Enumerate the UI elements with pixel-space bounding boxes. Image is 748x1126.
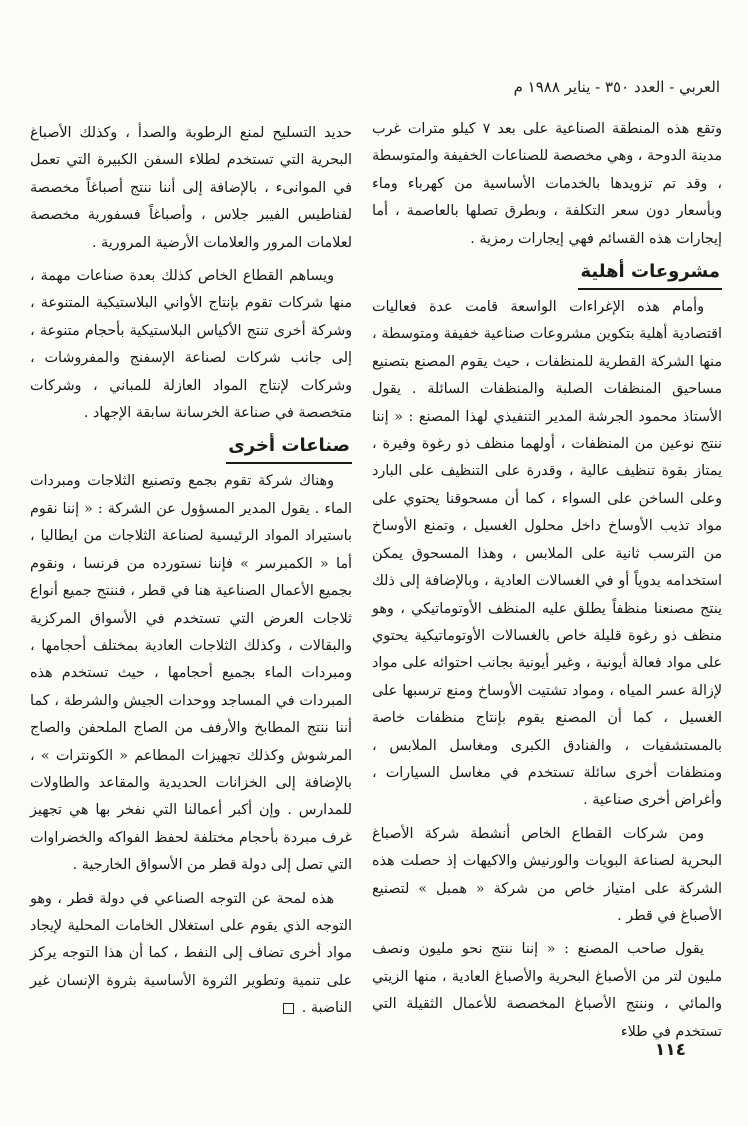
paragraph	[30, 886, 352, 1023]
section-heading-text: مشروعات أهلية	[578, 257, 722, 290]
section-heading	[30, 431, 352, 464]
paragraph: يقول صاحب المصنع : « إننا ننتج نحو مليون ونصف مليون لتر من الأصباغ البحرية والأصباغ العادية ، منها الزيتي والمائي ، وننتج الأصباغ المخصصة للأعمال الثقيلة التي تستخدم في طلاء	[372, 941, 722, 1040]
paragraph: وأمام هذه الإغراءات الواسعة قامت عدة فعاليات اقتصادية أهلية بتكوين مشروعات صناعية خفيفة ومتوسطة ، منها الشركة القطرية للمنظفات ، حيث يقوم المصنع بتصنيع مساحيق المنظفات الصلبة والمنظفات السائلة . يقول الأستاذ محمود الجرشة المدير التنفيذي لهذا المصنع : « إننا ننتج نوعين من المنظفات ، أولهما منظف ذو رغوة وفيرة ، يمتاز بقوة تنظيف عالية ، وقدرة على التنظيف على البارد وعلى الساخن على السواء ، كما أن مسحوقنا يحتوي على مواد تذيب الأوساخ داخل محلول الغسيل ، وتمنع الأوساخ من الترسب ثانية على الملابس ، وهذا المسحوق يمكن استخدامه يدوياً أو في الغسالات العادية ، وبالإضافة إلى ذلك ينتج مصنعنا منظفاً يطلق عليه المنظف الأوتوماتيكي ، وهو منظف ذو رغوة قليلة خاص بالغسالات الأوتوماتيكية يحتوي على مواد فعالة أيونية ، وغير أيونية بجانب احتوائه على مواد لإزالة عسر المياه ، ومواد تشتيت الأوساخ ومنع ترسبها على الغسيل ، كما أن المصنع يقوم بإنتاج منظفات خاصة بالمستشفيات ، والفنادق الكبرى ومغاسل الملابس ، ومنظفات أخرى سائلة تستخدم في مغاسل السيارات ، وأغراض أخرى صناعية .	[372, 299, 722, 809]
left-column	[30, 120, 352, 1023]
page-number: ١١٤	[654, 1040, 686, 1060]
paragraph: وتقع هذه المنطقة الصناعية على بعد ٧ كيلو مترات غرب مدينة الدوحة ، وهي مخصصة للصناعات الخفيفة والمتوسطة ، وقد تم تزويدها بالخدمات الأساسية من كهرباء وماء وبأسعار دون سعر التكلفة ، وبطرق تصلها بالعاصمة ، أما إيجارات هذه القسائم فهي إيجارات رمزية .	[372, 121, 722, 247]
running-head: العربي - العدد ٣٥٠ - يناير ١٩٨٨ م	[513, 78, 720, 96]
right-column	[372, 116, 722, 1046]
closing-paragraph-text: هذه لمحة عن التوجه الصناعي في دولة قطر ، وهو التوجه الذي يقوم على استغلال الخامات المحلية لإيجاد مواد أخرى تضاف إلى النفط ، كما أن هذا التوجه يركز على تنمية وتطوير الثروة الأساسية بثروة الإنسان غير الناضبة .	[30, 890, 352, 1017]
paragraph: ويساهم القطاع الخاص كذلك بعدة صناعات مهمة ، منها شركات تقوم بإنتاج الأواني البلاستيكية المتنوعة ، وشركة أخرى تنتج الأكياس البلاستيكية بأحجام متنوعة ، إلى جانب شركات لصناعة الإسفنج والمفروشات ، وشركات لإنتاج المواد العازلة للمباني ، وشركات متخصصة في صناعة الخرسانة سابقة الإجهاد .	[30, 268, 352, 422]
end-of-article-square-icon	[283, 1003, 294, 1014]
paragraph: حديد التسليح لمنع الرطوبة والصدأ ، وكذلك الأصباغ البحرية التي تستخدم لطلاء السفن الكبيرة التي تعمل في الموانىء ، بالإضافة إلى أننا ننتج أصباغاً مخصصة لفناطيس الفيبر جلاس ، وأصباغاً فسفورية مخصصة لعلامات المرور والعلامات الأرضية المرورية .	[30, 125, 352, 251]
section-heading	[372, 257, 722, 290]
paragraph: وهناك شركة تقوم بجمع وتصنيع الثلاجات ومبردات الماء . يقول المدير المسؤول عن الشركة : « إننا نقوم باستيراد المواد الرئيسية لصناعة الثلاجات من ايطاليا ، أما « الكمبرسر » فإننا نستورده من فرنسا ، ونقوم بجميع الأعمال الصناعية هنا في قطر ، فننتج جميع أنواع ثلاجات العرض التي تستخدم في الأسواق المركزية والبقالات ، وكذلك الثلاجات العادية بمختلف أحجامها ، ومبردات الماء بجميع أحجامها ، حيث تستخدم هذه المبردات في المساجد ووحدات الجيش والشرطة ، كما أننا ننتج المطابخ والأرفف من الصاج الملحفن والصاج المرشوش وكذلك تجهيزات المطاعم « الكونترات » ، بالإضافة إلى الخزانات الحديدية والمقاعد والطاولات للمدارس . وإن أكبر أعمالنا التي نفخر بها هي تجهيز غرف مبردة بأحجام مختلفة لحفظ الفواكه والخضراوات التي تصل إلى دولة قطر من الأسواق الخارجية .	[30, 473, 352, 874]
paragraph: ومن شركات القطاع الخاص أنشطة شركة الأصباغ البحرية لصناعة البويات والورنيش والاكيهات إذ حصلت هذه الشركة على امتياز خاص من شركة « همبل » لتصنيع الأصباغ في قطر .	[372, 825, 722, 924]
section-heading-text: صناعات أخرى	[226, 431, 352, 464]
